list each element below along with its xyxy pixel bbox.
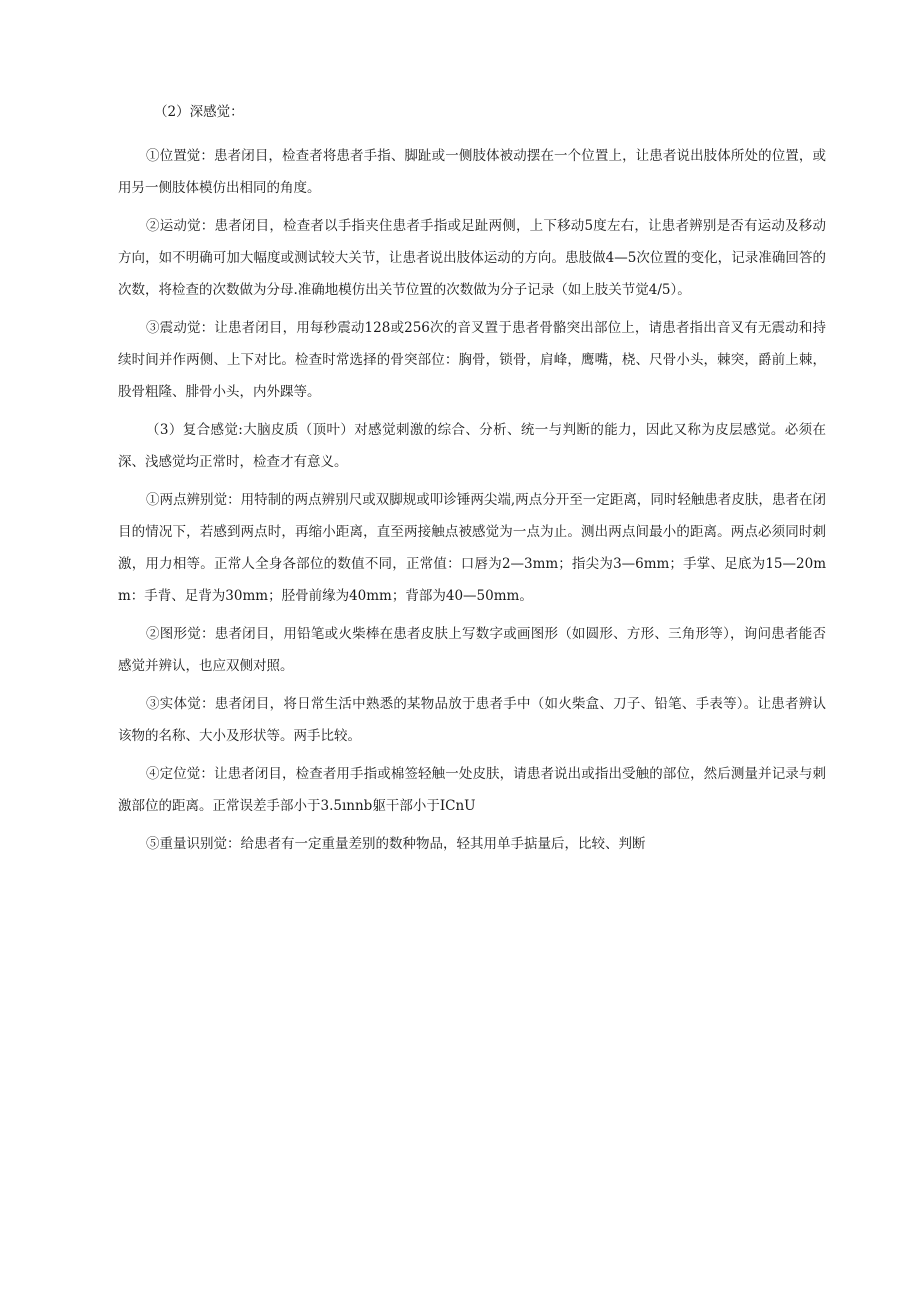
paragraph-compound-sensation: （3）复合感觉:大脑皮质（顶叶）对感觉刺激的综合、分析、统一与判断的能力，因此又称为皮层感觉。必须在深、浅感觉均正常时，检查才有意义。 (118, 422, 826, 470)
paragraph-localization: ④定位觉：让患者闭目，检查者用手指或棉签轻触一处皮肤，请患者说出或指出受触的部位，然后测量并记录与刺激部位的距离。正常误差手部小于3.5ınnb躯干部小于ICnU (118, 766, 826, 814)
paragraph-graphesthesia: ②图形觉：患者闭目，用铅笔或火柴棒在患者皮肤上写数字或画图形（如圆形、方形、三角形等），询问患者能否感觉并辨认，也应双侧对照。 (118, 626, 826, 674)
section-heading-deep-sensation: （2）深感觉： (154, 104, 244, 120)
document-page (118, 96, 826, 860)
paragraph-position-sense: ①位置觉：患者闭目，检查者将患者手指、脚趾或一侧肢体被动摆在一个位置上，让患者说出肢体所处的位置，或用另一侧肢体模仿出相同的角度。 (118, 148, 826, 196)
paragraph-motion-sense: ②运动觉：患者闭目，检查者以手指夹住患者手指或足趾两侧，上下移动5度左右，让患者辨别是否有运动及移动方向，如不明确可加大幅度或测试较大关节，让患者说出肢体运动的方向。患肢做4—5次位置的变化，记录准确回答的次数，将检查的次数做为分母.准确地模仿出关节位置的次数做为分子记录（如上肢关节觉4/5）。 (118, 218, 826, 298)
paragraph-weight-discrimination: ⑤重量识别觉：给患者有一定重量差别的数种物品，轻其用单手掂量后，比较、判断 (146, 836, 646, 852)
paragraph-two-point-discrimination: ①两点辨别觉：用特制的两点辨别尺或双脚规或叩诊锤两尖端,两点分开至一定距离，同时轻触患者皮肤，患者在闭目的情况下，若感到两点时，再缩小距离，直至两接触点被感觉为一点为止。测出两点间最小的距离。两点必须同时刺激，用力相等。正常人全身各部位的数值不同，正常值：口唇为2—3mm；指尖为3—6mm；手掌、足底为15—20mm：手背、足背为30mm；胫骨前缘为40mm；背部为40—50mm。 (118, 492, 826, 604)
paragraph-vibration-sense: ③震动觉：让患者闭目，用每秒震动128或256次的音叉置于患者骨骼突出部位上，请患者指出音叉有无震动和持续时间并作两侧、上下对比。检查时常选择的骨突部位：胸骨，锁骨，肩峰，鹰嘴，桡、尺骨小头，棘突，爵前上棘，股骨粗隆、腓骨小头，内外踝等。 (118, 320, 826, 400)
paragraph-stereognosis: ③实体觉：患者闭目，将日常生活中熟悉的某物品放于患者手中（如火柴盒、刀子、铅笔、手表等）。让患者辨认该物的名称、大小及形状等。两手比较。 (118, 696, 826, 744)
